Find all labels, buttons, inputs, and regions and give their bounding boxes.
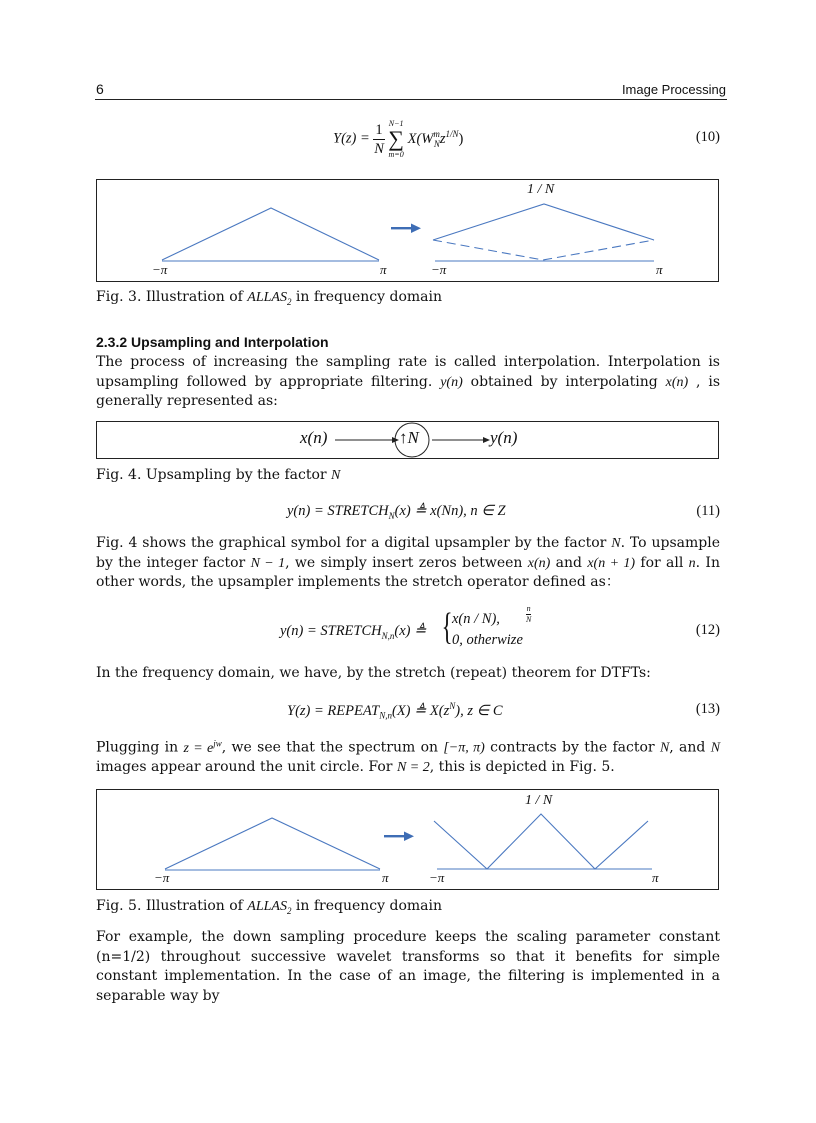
figure-4-upsampler-block: ↑N xyxy=(399,428,419,447)
equation-11: $y(n) = STRETCH_N(x)$ ≜ x(Nn), n ∈ Z xyxy=(287,503,506,521)
figure-3-tick-3: −π xyxy=(431,262,447,277)
paragraph-fig4: Fig. 4 shows the graphical symbol for a digital upsampler by the factor N. To upsample by the integer factor N − 1, we simply insert zeros between x(n) and x(n + 1) for all n. In other words, the upsampler implements the stretch operator defined as： xyxy=(96,535,720,591)
figure-5-tick-2: π xyxy=(382,870,389,885)
equation-11-number: (11) xyxy=(696,503,720,519)
figure-5-tick-4: π xyxy=(652,870,659,885)
section-heading: 2.3.2 Upsampling and Interpolation xyxy=(96,334,329,350)
figure-4-output: y(n) xyxy=(490,428,518,447)
figure-3-plot xyxy=(97,180,718,281)
figure-5-plot xyxy=(97,790,718,889)
equation-13: $Y(z) = REPEAT_{N,n}(X)$ ≜ $X(z^N)$, z ∈ C xyxy=(287,701,503,721)
paragraph-final: For example, the down sampling procedure keeps the scaling parameter constant (n=1/2) throughout successive wavelet transforms so that it benefits for simple constant implementation. In the case of an image, the filtering is implemented in a separable way by xyxy=(96,929,720,1005)
equation-10: Y(z) = $\frac{1}{N}$ N−1 ∑ m=0 $X(W^m_Nz^{1/N})$ xyxy=(333,119,464,159)
equation-12-number: (12) xyxy=(695,622,720,638)
figure-5-tick-1: −π xyxy=(154,870,170,885)
figure-5-tick-3: −π xyxy=(429,870,445,885)
running-title: Image Processing xyxy=(621,82,726,97)
figure-4-input: x(n) xyxy=(300,428,328,447)
figure-3-tick-1: −π xyxy=(152,262,168,277)
intro-paragraph: The process of increasing the sampling rate is called interpolation. Interpolation is upsampling followed by appropriate filtering. y(n) obtained by interpolating x(n) , is generally represented as: xyxy=(96,354,721,410)
page-number: 6 xyxy=(96,81,104,97)
equation-13-number: (13) xyxy=(695,701,720,717)
figure-4-caption: Fig. 4. Upsampling by the factor N xyxy=(96,467,341,483)
figure-4 xyxy=(96,421,719,459)
figure-3-label-top: 1 / N xyxy=(527,182,555,197)
figure-3 xyxy=(96,179,719,282)
figure-5-caption: Fig. 5. Illustration of $ALLAS_2$ in frequency domain xyxy=(96,898,443,916)
figure-5 xyxy=(96,789,719,890)
figure-3-caption: Fig. 3. Illustration of $ALLAS_2$ in frequency domain xyxy=(96,289,443,307)
figure-3-tick-4: π xyxy=(656,262,663,277)
header-rule xyxy=(95,99,727,100)
equation-10-number: (10) xyxy=(695,129,720,145)
figure-3-tick-2: π xyxy=(380,262,387,277)
figure-5-label-top: 1 / N xyxy=(525,793,553,808)
paragraph-frequency-domain: In the frequency domain, we have, by the stretch (repeat) theorem for DTFTs: xyxy=(96,665,651,681)
paragraph-plugging-in: Plugging in $z = e^{jw}$, we see that the spectrum on [−π, π) contracts by the factor N, and N images appear around the unit circle. For N = 2, this is depicted in Fig. 5. xyxy=(96,738,721,776)
